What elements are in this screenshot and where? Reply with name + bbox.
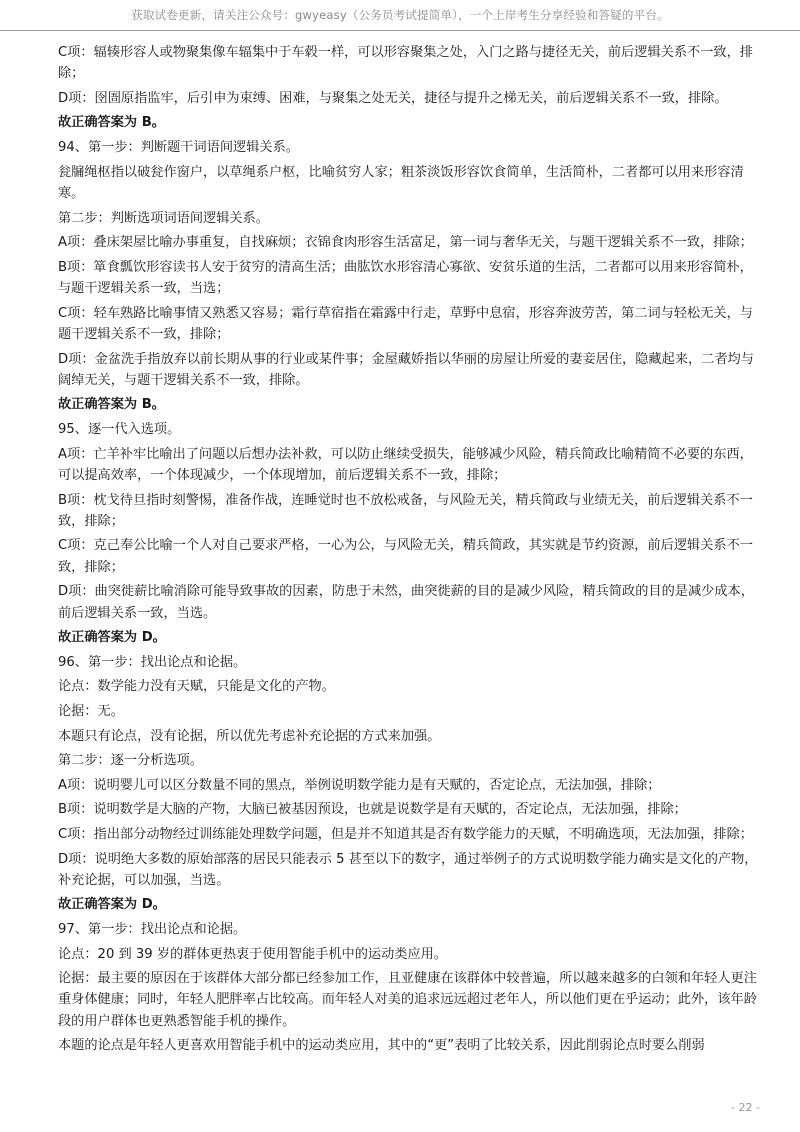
paragraph: C项：轻车熟路比喻事情又熟悉又容易；霜行草宿指在霜露中行走，草野中息宿，形容奔波劳苦，第二词与轻松无关，与题干逻辑关系不一致，排除； <box>58 305 753 342</box>
paragraph: 论据：无。 <box>58 703 124 719</box>
paragraph: C项：辐辏形容人或物聚集像车辐集中于车毂一样，可以形容聚集之处，入门之路与捷径无关，前后逻辑关系不一致，排除； <box>58 45 753 82</box>
paragraph: 本题只有论点，没有论据，所以优先考虑补充论据的方式来加强。 <box>58 728 441 744</box>
paragraph: B项：箪食瓢饮形容读书人安于贫穷的清高生活；曲肱饮水形容清心寡欲、安贫乐道的生活，二者都可以用来形容简朴，与题干逻辑关系一致，当选； <box>58 259 753 297</box>
paragraph: C项：克己奉公比喻一个人对自己要求严格，一心为公，与风险无关，精兵简政，其实就是节约资源，前后逻辑关系不一致，排除； <box>58 538 753 575</box>
paragraph: D项：金盆洗手指放弃以前长期从事的行业或某件事；金屋藏娇指以华丽的房屋让所爱的妻妾居住，隐藏起来，二者均与阔绰无关，与题干逻辑关系不一致，排除。 <box>58 351 754 388</box>
answer-line: 故正确答案为 D。 <box>58 897 166 913</box>
paragraph: 论据：最主要的原因在于该群体大部分都已经参加工作，且亚健康在该群体中较普遍，所以越来越多的白领和年轻人更注重身体健康；同时，年轻人肥胖率占比较高。而年轻人对美的追求远远超过老年人，所以他们更在乎运动；此外，该年龄段的用户群体也更熟悉智能手机的操作。 <box>58 971 757 1029</box>
paragraph: 第二步：判断选项词语间逻辑关系。 <box>58 210 269 226</box>
paragraph: D项：囹圄原指监牢，后引申为束缚、困难，与聚集之处无关，捷径与提升之梯无关，前后逻辑关系不一致，排除。 <box>58 90 728 106</box>
page-content <box>58 42 758 1060</box>
paragraph: B项：枕戈待旦指时刻警惕，准备作战，连睡觉时也不放松戒备，与风险无关，精兵简政与业绩无关，前后逻辑关系不一致，排除； <box>58 492 753 529</box>
paragraph: 第二步：逐一分析选项。 <box>58 753 204 769</box>
paragraph: 95、逐一代入选项。 <box>58 422 181 438</box>
paragraph: A项：叠床架屋比喻办事重复，自找麻烦；衣锦食肉形容生活富足，第一词与奢华无关，与题干逻辑关系不一致，排除； <box>58 235 753 251</box>
paragraph: 96、第一步：找出论点和论据。 <box>58 654 247 670</box>
paragraph: 瓮牖绳枢指以破瓮作窗户，以草绳系户枢，比喻贫穷人家；粗茶淡饭形容饮食简单，生活简朴，二者都可以用来形容清寒。 <box>58 164 744 201</box>
page-header <box>0 0 800 31</box>
paragraph: 97、第一步：找出论点和论据。 <box>58 922 247 937</box>
header-notice: 获取试卷更新，请关注公众号：gwyeasy（公务员考试提简单），一个上岸考生分享经验和答疑的平台。 <box>131 8 669 22</box>
answer-line: 故正确答案为 D。 <box>58 630 166 646</box>
paragraph: A项：亡羊补牢比喻出了问题以后想办法补救，可以防止继续受损失，能够减少风险，精兵简政比喻精简不必要的东西，可以提高效率，一个体现减少，一个体现增加，前后逻辑关系不一致，排除； <box>58 446 753 483</box>
paragraph: A项：说明婴儿可以区分数量不同的黑点，举例说明数学能力是有天赋的，否定论点，无法加强，排除； <box>58 777 661 793</box>
paragraph: D项：曲突徙薪比喻消除可能导致事故的因素，防患于未然，曲突徙薪的目的是减少风险，精兵简政的目的是减少成本，前后逻辑关系一致，当选。 <box>58 584 754 621</box>
paragraph: 论点：20 到 39 岁的群体更热衷于使用智能手机中的运动类应用。 <box>58 946 448 962</box>
paragraph: 本题的论点是年轻人更喜欢用智能手机中的运动类应用，其中的“更”表明了比较关系，因此削弱论点时要么削弱 <box>58 1038 705 1054</box>
page-number: - 22 - <box>731 1101 760 1114</box>
paragraph: C项：指出部分动物经过训练能处理数学问题，但是并不知道其是否有数学能力的天赋，不明确选项，无法加强，排除； <box>58 826 753 842</box>
paragraph: 94、第一步：判断题干词语间逻辑关系。 <box>58 140 299 156</box>
paragraph: D项：说明绝大多数的原始部落的居民只能表示 5 甚至以下的数字，通过举例子的方式说明数学能力确实是文化的产物，补充论据，可以加强，当选。 <box>58 851 758 888</box>
answer-line: 故正确答案为 B。 <box>58 115 165 131</box>
paragraph: 论点：数学能力没有天赋，只能是文化的产物。 <box>58 679 335 695</box>
answer-line: 故正确答案为 B。 <box>58 397 165 413</box>
paragraph: B项：说明数学是大脑的产物，大脑已被基因预设，也就是说数学是有天赋的，否定论点，无法加强，排除； <box>58 802 687 818</box>
